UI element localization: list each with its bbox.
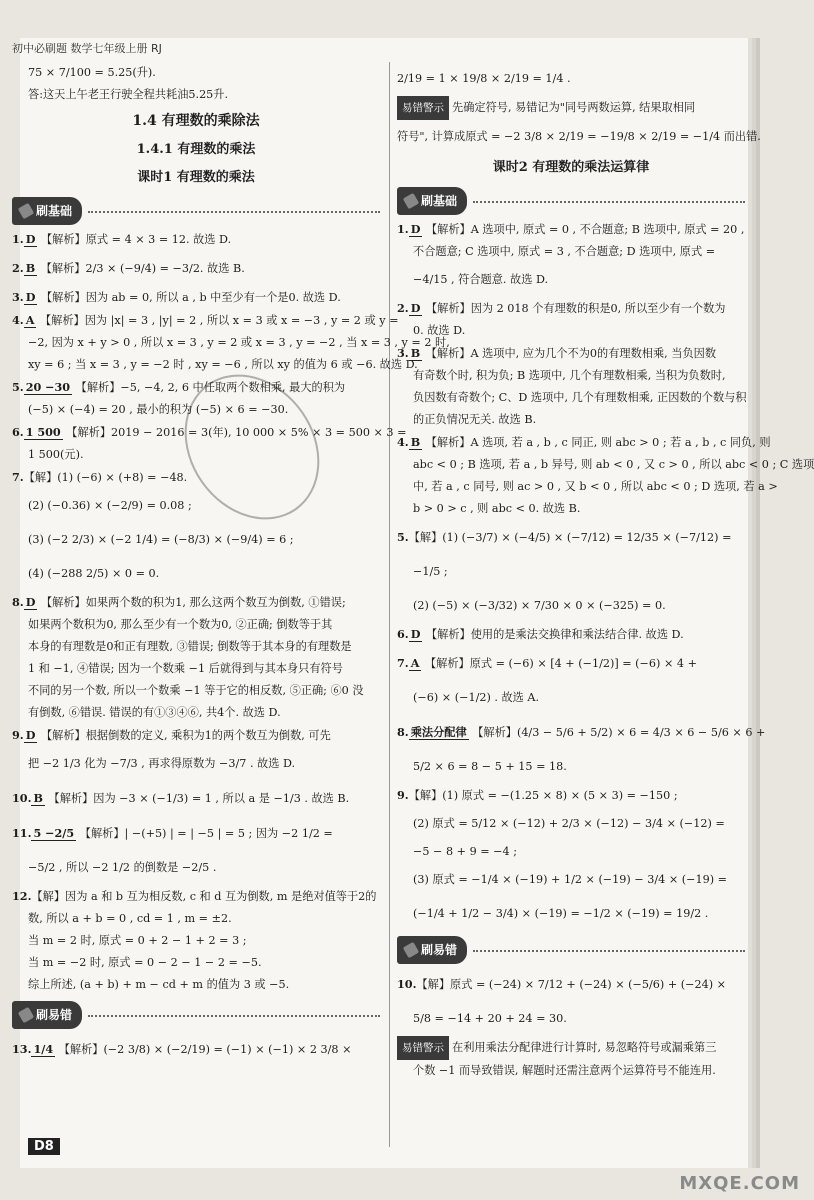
text-line: [12, 106, 380, 136]
line-text: 【解析】(4/3 − 5/6 + 5/2) × 6 = 4/3 × 6 − 5/6 × 6 +: [472, 726, 766, 739]
line-text: 【解析】A 选项, 若 a , b , c 同正, 则 abc > 0 ; 若 a , b , c 同负, 则: [425, 436, 771, 449]
text-line: [12, 724, 380, 747]
line-text: 【解析】A 选项中, 原式 = 0 , 不合题意; B 选项中, 原式 = 20 ,: [425, 223, 745, 236]
text-line: [12, 376, 380, 399]
line-text: 1 500(元).: [28, 448, 84, 461]
question-number: 9.: [12, 728, 24, 742]
running-header: 初中必刷题 数学七年级上册 RJ: [12, 42, 162, 55]
question-number: 2.: [12, 261, 24, 275]
question-number: 11.: [12, 826, 32, 840]
question-number: 2.: [397, 301, 409, 315]
question-number: 1.: [12, 232, 24, 246]
line-text: 75 × 7/100 = 5.25(升).: [28, 66, 156, 79]
text-line: [12, 680, 380, 702]
line-text: 1.4 有理数的乘除法: [132, 113, 260, 129]
line-text: 【解析】如果两个数的积为1, 那么这两个数互为倒数, ①错误;: [40, 596, 346, 609]
line-text: 中, 若 a , c 同号, 则 ac > 0 , 又 b < 0 , 所以 abc < 0 ; D 选项, 若 a >: [413, 480, 778, 493]
warning-tag: 易错警示: [397, 96, 449, 120]
line-text: 课时2 有理数的乘法运算律: [492, 160, 650, 175]
pen-icon: [403, 942, 419, 958]
text-line: [397, 897, 745, 931]
text-line: [12, 309, 399, 332]
text-line: [12, 444, 380, 466]
text-line: [397, 218, 745, 241]
line-text: 【解析】−5, −4, 2, 6 中任取两个数相乘, 最大的积为: [75, 381, 346, 394]
line-text: 【解】(1) 原式 = −(1.25 × 8) × (5 × 3) = −150 ;: [408, 789, 678, 802]
section-banner: [397, 188, 745, 214]
question-number: 10.: [12, 791, 32, 805]
question-number: 8.: [12, 595, 24, 609]
line-text: 【解析】2019 − 2016 = 3(年), 10 000 × 5% × 3 = 500 × 3 =: [66, 426, 407, 439]
text-line: [397, 1060, 745, 1082]
line-text: 不同的另一个数, 所以一个数乘 −1 等于它的相反数, ⑤正确; ⑥0 没: [28, 684, 364, 697]
question-number: 6.: [12, 425, 24, 439]
line-text: (3) 原式 = −1/4 × (−19) + 1/2 × (−19) − 3/4 × (−19) =: [413, 873, 728, 886]
line-text: −4/15 , 符合题意. 故选 D.: [413, 273, 549, 286]
text-line: [397, 1002, 745, 1036]
question-number: 13.: [12, 1042, 32, 1056]
answer: D: [25, 232, 36, 246]
pen-icon: [18, 1007, 34, 1023]
text-line: [397, 431, 771, 454]
question-number: 8.: [397, 725, 409, 739]
banner-rule: [88, 210, 380, 213]
line-text: 本身的有理数是0和正有理数, ③错误; 倒数等于其本身的有理数是: [28, 640, 352, 653]
line-text: 有倒数, ⑥错误. 错误的有①③④⑥, 共4个. 故选 D.: [28, 706, 281, 719]
line-text: 【解析】因为 |x| = 3 , |y| = 2 , 所以 x = 3 或 x = −3 , y = 2 或 y =: [39, 314, 399, 327]
text-line: [12, 332, 450, 354]
line-text: 不合题意; C 选项中, 原式 = 3 , 不合题意; D 选项中, 原式 =: [413, 245, 716, 258]
text-line: [397, 454, 814, 476]
answer: A: [25, 313, 35, 327]
line-text: b > 0 > c , 则 abc < 0. 故选 B.: [413, 502, 581, 515]
answer: D: [25, 728, 36, 742]
banner-rule: [473, 200, 745, 203]
line-text: 个数 −1 而导致错误, 解题时还需注意两个运算符号不能连用.: [413, 1064, 716, 1077]
text-line: [12, 136, 380, 164]
question-number: 4.: [397, 435, 409, 449]
question-number: 4.: [12, 313, 24, 327]
answer: 20 −30: [25, 380, 71, 394]
text-line: [12, 816, 380, 851]
line-text: 【解】(1) (−6) × (+8) = −48.: [23, 471, 188, 484]
line-text: −2, 因为 x + y > 0 , 所以 x = 3 , y = 2 或 x = 3 , y = −2 , 当 x = 3 , y = 2 时,: [28, 336, 450, 349]
banner-label: 刷基础: [36, 204, 73, 218]
line-text: (2) (−0.36) × (−2/9) = 0.08 ;: [28, 499, 192, 512]
line-text: 当 m = −2 时, 原式 = 0 − 2 − 1 − 2 = −5.: [28, 956, 262, 969]
line-text: 0. 故选 D.: [413, 324, 466, 337]
line-text: 【解析】原式 = 4 × 3 = 12. 故选 D.: [40, 233, 232, 246]
question-number: 5.: [397, 530, 409, 544]
page-number: D8: [28, 1138, 60, 1155]
line-text: 1 和 −1, ④错误; 因为一个数乘 −1 后就得到与其本身只有符号: [28, 662, 343, 675]
line-text: −5/2 , 所以 −2 1/2 的倒数是 −2/5 .: [28, 861, 217, 874]
text-line: [12, 557, 380, 591]
banner-label: 刷基础: [421, 194, 458, 208]
text-line: [397, 476, 778, 498]
line-text: 5/2 × 6 = 8 − 5 + 15 = 18.: [413, 760, 567, 773]
text-line: [12, 489, 380, 523]
line-text: 负因数有奇数个; C、D 选项中, 几个有理数相乘, 正因数的个数与积: [413, 391, 747, 404]
text-line: [397, 297, 745, 320]
banner-rule: [473, 949, 745, 952]
text-line: [397, 589, 745, 623]
text-line: [12, 885, 380, 908]
question-number: 12.: [12, 889, 32, 903]
line-text: (2) (−5) × (−3/32) × 7/30 × 0 × (−325) = 0.: [413, 599, 666, 612]
text-line: [397, 750, 745, 784]
text-line: [397, 62, 745, 96]
text-line: [397, 715, 766, 750]
text-line: [12, 658, 380, 680]
question-number: 3.: [12, 290, 24, 304]
question-number: 6.: [397, 627, 409, 641]
warning-tag: 易错警示: [397, 1036, 449, 1060]
question-number: 3.: [397, 346, 409, 360]
banner-label: 刷易错: [36, 1008, 73, 1022]
line-text: 的正负情况无关. 故选 B.: [413, 413, 537, 426]
line-text: (4) (−288 2/5) × 0 = 0.: [28, 567, 160, 580]
line-text: 1.4.1 有理数的乘法: [136, 142, 256, 157]
question-number: 7.: [397, 656, 409, 670]
line-text: 【解析】因为 2 018 个有理数的积是0, 所以至少有一个数为: [425, 302, 726, 315]
line-text: −5 − 8 + 9 = −4 ;: [413, 845, 518, 858]
text-line: [397, 555, 745, 589]
line-text: 5/8 = −14 + 20 + 24 = 30.: [413, 1012, 567, 1025]
text-line: [397, 96, 745, 120]
text-line: [12, 851, 380, 885]
text-line: [12, 286, 380, 309]
line-text: 【解析】因为 ab = 0, 所以 a , b 中至少有一个是0. 故选 D.: [40, 291, 341, 304]
text-line: [397, 320, 745, 342]
line-text: 有奇数个时, 积为负; B 选项中, 几个有理数相乘, 当积为负数时,: [413, 369, 726, 382]
line-text: 综上所述, (a + b) + m − cd + m 的值为 3 或 −5.: [28, 978, 290, 991]
line-text: 在利用乘法分配律进行计算时, 易忽略符号或漏乘第三: [452, 1041, 717, 1054]
line-text: −1/5 ;: [413, 565, 448, 578]
line-text: 符号", 计算成原式 = −2 3/8 × 2/19 = −19/8 × 2/19 = −1/4 而出错.: [397, 130, 761, 143]
answer: D: [410, 627, 421, 641]
text-line: [12, 164, 380, 192]
answer: D: [410, 222, 421, 236]
pen-icon: [403, 193, 419, 209]
text-line: [12, 614, 380, 636]
line-text: 先确定符号, 易错记为"同号两数运算, 结果取相同: [452, 101, 696, 114]
answer: 1/4: [33, 1042, 54, 1056]
line-text: 把 −2 1/3 化为 −7/3 , 再求得原数为 −3/7 . 故选 D.: [28, 757, 296, 770]
text-line: [397, 520, 745, 555]
text-line: [12, 591, 380, 614]
text-line: [12, 251, 380, 286]
text-line: [397, 841, 745, 863]
text-line: [397, 646, 745, 681]
banner-rule: [88, 1014, 380, 1017]
text-line: [12, 62, 380, 84]
line-text: 【解析】因为 −3 × (−1/3) = 1 , 所以 a 是 −1/3 . 故选 B.: [48, 792, 350, 805]
line-text: (−1/4 + 1/2 − 3/4) × (−19) = −1/2 × (−19) = 19/2 .: [413, 907, 709, 920]
answer: B: [25, 261, 36, 275]
text-line: [12, 421, 407, 444]
text-line: [397, 409, 745, 431]
line-text: 如果两个数积为0, 那么至少有一个数为0, ②正确; 倒数等于其: [28, 618, 333, 631]
section-banner: [397, 937, 745, 963]
line-text: 数, 所以 a + b = 0 , cd = 1 , m = ±2.: [28, 912, 232, 925]
line-text: 【解析】原式 = (−6) × [4 + (−1/2)] = (−6) × 4 +: [424, 657, 697, 670]
text-line: [397, 807, 745, 841]
line-text: 【解】原式 = (−24) × 7/12 + (−24) × (−5/6) + (−24) ×: [416, 978, 727, 991]
text-line: [12, 974, 380, 996]
text-line: [397, 863, 745, 897]
text-line: [12, 84, 380, 106]
line-text: 【解析】根据倒数的定义, 乘积为1的两个数互为倒数, 可先: [40, 729, 331, 742]
text-line: [397, 342, 745, 365]
text-line: [12, 636, 380, 658]
column-divider: [389, 62, 390, 1147]
text-line: [397, 967, 745, 1002]
answer: D: [25, 595, 36, 609]
banner-label: 刷易错: [421, 943, 458, 957]
text-line: [12, 523, 380, 557]
line-text: (−5) × (−4) = 20 , 最小的积为 (−5) × 6 = −30.: [28, 403, 289, 416]
line-text: 【解析】| −(+5) | = | −5 | = 5 ; 因为 −2 1/2 =: [79, 827, 333, 840]
question-number: 5.: [12, 380, 24, 394]
line-text: 【解】因为 a 和 b 互为相反数, c 和 d 互为倒数, m 是绝对值等于2的: [31, 890, 377, 903]
banner-tag: [12, 197, 82, 225]
text-line: [12, 228, 380, 251]
text-line: [12, 354, 418, 376]
answer: 乘法分配律: [410, 725, 467, 739]
text-line: [397, 784, 745, 807]
line-text: 课时1 有理数的乘法: [137, 170, 255, 185]
pen-icon: [18, 203, 34, 219]
question-number: 7.: [12, 470, 24, 484]
text-line: [12, 908, 380, 930]
text-line: [12, 399, 380, 421]
answer: B: [410, 435, 421, 449]
text-line: [12, 930, 380, 952]
text-line: [12, 747, 380, 781]
text-line: [12, 466, 380, 489]
answer: 5 −2/5: [33, 826, 75, 840]
right-column: [397, 62, 814, 1082]
text-line: [397, 120, 761, 154]
answer: D: [25, 290, 36, 304]
line-text: xy = 6 ; 当 x = 3 , y = −2 时 , xy = −6 , 所以 xy 的值为 6 或 −6. 故选 D.: [28, 358, 418, 371]
text-line: [397, 263, 745, 297]
section-banner: [12, 198, 380, 224]
text-line: [397, 365, 745, 387]
line-text: (−6) × (−1/2) . 故选 A.: [413, 691, 540, 704]
line-text: 答:这天上午老王行驶全程共耗油5.25升.: [28, 88, 229, 101]
line-text: abc < 0 ; B 选项, 若 a , b 异号, 则 ab < 0 , 又 c > 0 , 所以 abc < 0 ; C 选项: [413, 458, 814, 471]
question-number: 1.: [397, 222, 409, 236]
line-text: 【解析】使用的是乘法交换律和乘法结合律. 故选 D.: [425, 628, 684, 641]
line-text: (3) (−2 2/3) × (−2 1/4) = (−8/3) × (−9/4) = 6 ;: [28, 533, 294, 546]
line-text: 【解析】(−2 3/8) × (−2/19) = (−1) × (−1) × 2 3/8 ×: [58, 1043, 352, 1056]
text-line: [397, 241, 745, 263]
banner-tag: [397, 936, 467, 964]
answer: D: [410, 301, 421, 315]
text-line: [397, 623, 745, 646]
text-line: [12, 1032, 380, 1067]
line-text: (2) 原式 = 5/12 × (−12) + 2/3 × (−12) − 3/4 × (−12) =: [413, 817, 725, 830]
line-text: 【解析】A 选项中, 应为几个不为0的有理数相乘, 当负因数: [425, 347, 717, 360]
text-line: [397, 681, 745, 715]
banner-tag: [12, 1001, 82, 1029]
text-line: [12, 702, 380, 724]
line-text: 当 m = 2 时, 原式 = 0 + 2 − 1 + 2 = 3 ;: [28, 934, 247, 947]
text-line: [397, 1036, 745, 1060]
section-banner: [12, 1002, 380, 1028]
text-line: [397, 387, 745, 409]
text-line: [12, 781, 380, 816]
question-number: 9.: [397, 788, 409, 802]
answer: B: [33, 791, 43, 805]
line-text: 【解】(1) (−3/7) × (−4/5) × (−7/12) = 12/35 × (−7/12) =: [408, 531, 732, 544]
banner-tag: [397, 187, 467, 215]
question-number: 10.: [397, 977, 417, 991]
answer: B: [410, 346, 421, 360]
answer: A: [410, 656, 420, 670]
answer: 1 500: [25, 425, 61, 439]
text-line: [397, 154, 745, 182]
site-watermark: MXQE.COM: [679, 1173, 800, 1194]
text-line: [397, 498, 745, 520]
line-text: 2/19 = 1 × 19/8 × 2/19 = 1/4 .: [397, 72, 571, 85]
text-line: [12, 952, 380, 974]
line-text: 【解析】2/3 × (−9/4) = −3/2. 故选 B.: [40, 262, 245, 275]
